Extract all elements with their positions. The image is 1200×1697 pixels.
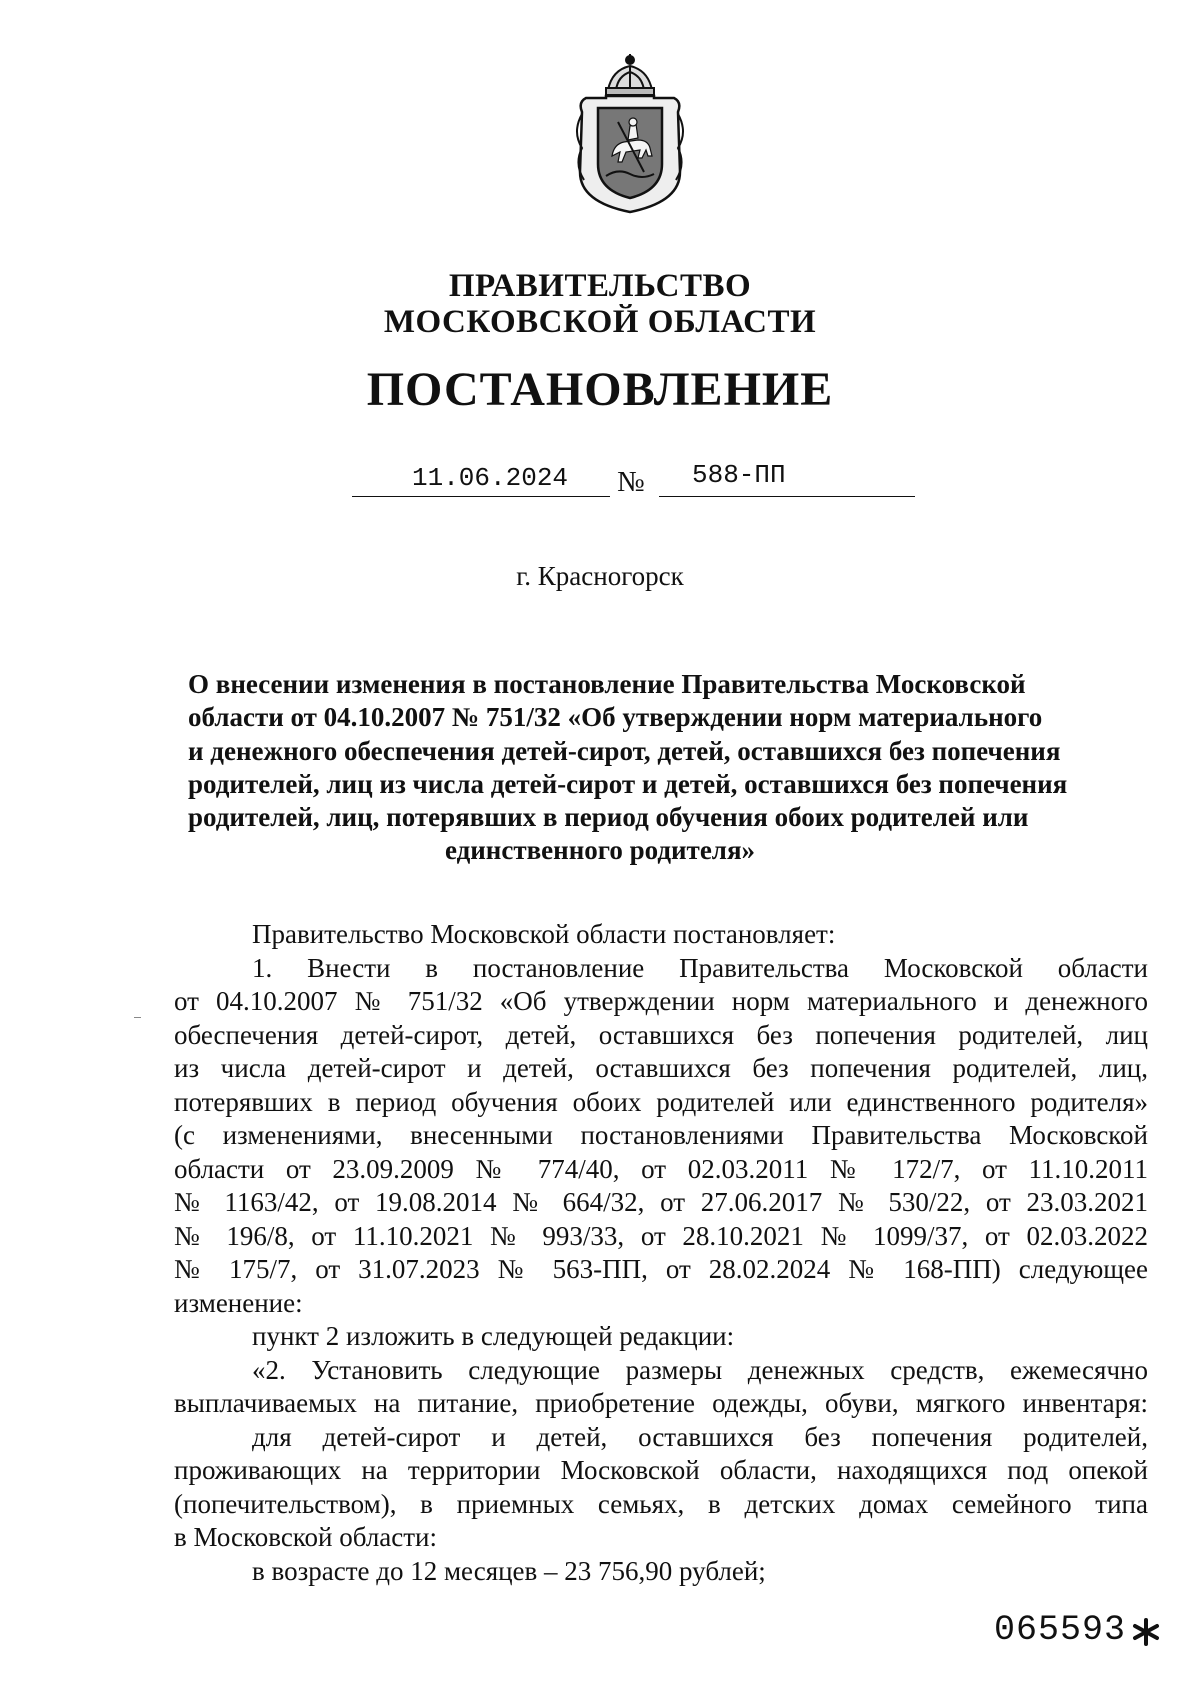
subject-line: и денежного обеспечения детей-сирот, детей, оставшихся без попечения (188, 735, 1061, 766)
organization-name-line2: МОСКОВСКОЙ ОБЛАСТИ (383, 304, 817, 340)
document-date: 11.06.2024 (412, 463, 569, 493)
body-line: № 1163/42, от 19.08.2014 № 664/32, от 27.06.2017 № 530/22, от 23.03.2021 (174, 1187, 1148, 1217)
body-line: от 04.10.2007 № 751/32 «Об утверждении норм материального и денежного (174, 986, 1148, 1016)
number-sign: № (617, 466, 645, 498)
body-line: № 196/8, от 11.10.2021 № 993/33, от 28.10.2021 № 1099/37, от 02.03.2022 (174, 1220, 1148, 1251)
body-line: (попечительством), в приемных семьях, в детских домах семейного типа (174, 1488, 1148, 1519)
body-line: «2. Установить следующие размеры денежных средств, ежемесячно (252, 1354, 1148, 1385)
date-underline (352, 496, 610, 497)
body-line: в возрасте до 12 месяцев – 23 756,90 рублей; (252, 1555, 766, 1586)
serial-number: 065593 (994, 1610, 1127, 1650)
body-line: для детей-сирот и детей, оставшихся без попечения родителей, (252, 1421, 1148, 1452)
document-city: г. Красногорск (516, 561, 684, 591)
body-line: в Московской области: (174, 1522, 438, 1552)
subject-line: О внесении изменения в постановление Правительства Московской (188, 669, 1026, 699)
body-line: (с изменениями, внесенными постановлениями Правительства Московской (174, 1120, 1148, 1150)
body-line: проживающих на территории Московской области, находящихся под опекой (174, 1455, 1148, 1485)
number-underline (659, 496, 915, 497)
coat-of-arms-emblem (568, 52, 692, 216)
organization-name-line1: ПРАВИТЕЛЬСТВО (448, 268, 752, 304)
body-line: потерявших в период обучения обоих родителей или единственного родителя» (174, 1086, 1148, 1117)
document-subject (188, 668, 1068, 868)
document-body (174, 918, 1148, 1588)
body-line: 1. Внести в постановление Правительства Московской области (252, 952, 1148, 983)
asterisk-mark-icon (1130, 1616, 1162, 1648)
body-line: № 175/7, от 31.07.2023 № 563-ПП, от 28.02.2024 № 168-ПП) следующее (174, 1254, 1148, 1284)
body-line: из числа детей-сирот и детей, оставшихся без попечения родителей, лиц, (174, 1053, 1148, 1083)
body-line: выплачиваемых на питание, приобретение одежды, обуви, мягкого инвентаря: (174, 1388, 1148, 1418)
body-line: Правительство Московской области постановляет: (252, 919, 836, 949)
body-line: области от 23.09.2009 № 774/40, от 02.03.2011 № 172/7, от 11.10.2011 (174, 1153, 1148, 1184)
document-number: 588-ПП (692, 460, 786, 490)
margin-mark (134, 1017, 141, 1018)
body-line: пункт 2 изложить в следующей редакции: (252, 1321, 735, 1351)
subject-line: родителей, лиц, потерявших в период обучения обоих родителей или (188, 802, 1029, 833)
subject-line: родителей, лиц из числа детей-сирот и детей, оставшихся без попечения (188, 768, 1068, 799)
subject-line: области от 04.10.2007 № 751/32 «Об утверждении норм материального (188, 702, 1043, 733)
document-type-title: ПОСТАНОВЛЕНИЕ (366, 363, 834, 416)
body-line: обеспечения детей-сирот, детей, оставшихся без попечения родителей, лиц (174, 1019, 1148, 1050)
subject-line: единственного родителя» (444, 835, 756, 866)
body-line: изменение: (174, 1287, 303, 1318)
